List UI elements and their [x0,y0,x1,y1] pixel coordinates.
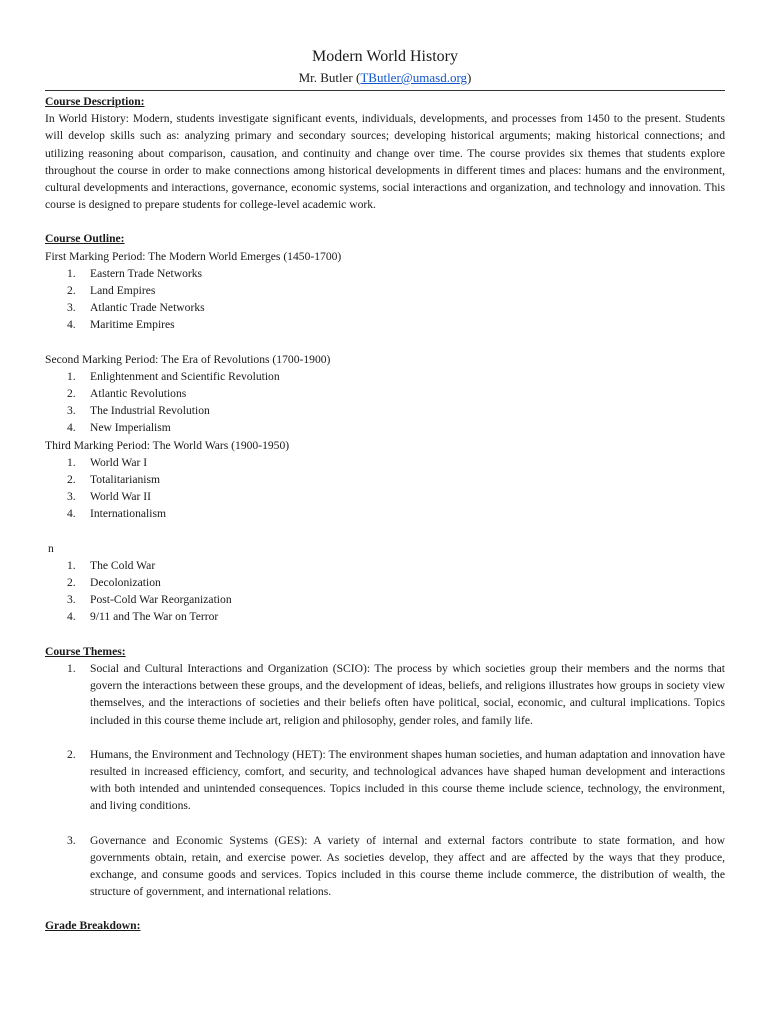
period-title: Third Marking Period: The World Wars (1900-1950) [45,438,290,452]
author-prefix: Mr. Butler ( [298,70,361,85]
list-item [45,299,725,316]
list-item-text: The Industrial Revolution [90,404,210,418]
list-number: 4. [67,507,76,521]
themes-list [45,660,725,900]
list-number: 1. [67,661,76,675]
period-list [45,368,725,437]
list-item-text: New Imperialism [90,421,171,435]
list-item [45,591,725,608]
list-number: 3. [67,593,76,607]
period-list [45,265,725,334]
list-item-text: Internationalism [90,507,166,521]
list-number: 3. [67,404,76,418]
grades-heading: Grade Breakdown: [45,919,141,933]
list-number: 1. [67,558,76,572]
period-title: First Marking Period: The Modern World Emerges (1450-1700) [45,249,342,263]
period-list [45,557,725,626]
document-page [45,46,725,935]
list-number: 4. [67,610,76,624]
list-item [45,419,725,436]
theme-item [45,832,725,901]
themes-heading: Course Themes: [45,644,126,658]
list-item [45,265,725,282]
period-list [45,454,725,523]
list-number: 3. [67,490,76,504]
description-text: In World History: Modern, students investigate significant events, individuals, developments, and processes from 1450 to the present. Students will develop skills such as: analyzing primary and secondary sources; developing historical arguments; making historical connections; and utilizing reasoning about comparison, causation, and continuity and change over time. The course provides six themes that students explore throughout the course in order to make connections among historical developments in different times and places: humans and the environment, cultural developments and interactions, governance, economic systems, social interactions and organization, and technology and innovation. This course is designed to prepare students for college-level academic work. [45,112,725,212]
list-item [45,505,725,522]
list-item [45,385,725,402]
list-number: 4. [67,318,76,332]
period-title: Second Marking Period: The Era of Revolutions (1700-1900) [45,352,331,366]
list-item [45,282,725,299]
list-number: 1. [67,369,76,383]
list-item-text: Post-Cold War Reorganization [90,593,232,607]
list-item-text: Totalitarianism [90,473,161,487]
list-number: 1. [67,266,76,280]
list-number: 2. [67,387,76,401]
list-item-text: Maritime Empires [90,318,175,332]
list-number: 2. [67,284,76,298]
list-item-text: Enlightenment and Scientific Revolution [90,369,280,383]
document-title: Modern World History [312,48,458,65]
outline-heading: Course Outline: [45,232,125,246]
list-number: 1. [67,455,76,469]
list-number: 3. [67,301,76,315]
list-item-text: Decolonization [90,576,161,590]
list-item [45,574,725,591]
theme-text: Social and Cultural Interactions and Organization (SCIO): The process by which societies group their members and the norms that govern the interactions between these groups, and the development of ideas, beliefs, and religions illustrates how groups in society view themselves, and the interactions of societies and their beliefs often have political, social, economic, and cultural implications. Topics included in this course theme include art, religion and philosophy, gender roles, and family life. [90,661,725,727]
list-number: 2. [67,747,76,761]
theme-text: Humans, the Environment and Technology (HET): The environment shapes human societies, and human adaptation and innovation have resulted in increased efficiency, comfort, and security, and technological advances have shaped human development and interactions with both intended and unintended consequences. Topics included in this course theme include science, technology, the environment, and living conditions. [90,747,725,813]
list-item-text: 9/11 and The War on Terror [90,610,219,624]
list-item [45,557,725,574]
list-item-text: The Cold War [90,558,156,572]
list-item [45,368,725,385]
list-item-text: Atlantic Revolutions [90,387,187,401]
list-number: 3. [67,833,76,847]
list-number: 2. [67,576,76,590]
author-suffix: ) [467,70,472,85]
list-number: 2. [67,473,76,487]
list-item [45,316,725,333]
theme-item [45,660,725,729]
list-item [45,471,725,488]
theme-item [45,746,725,815]
list-item [45,608,725,625]
list-item-text: World War II [90,490,152,504]
theme-text: Governance and Economic Systems (GES): A variety of internal and external factors contribute to state formation, and how governments obtain, retain, and exercise power. As societies develop, they affect and are affected by the ways that they produce, exchange, and consume goods and services. Topics included in this course theme include commerce, the distribution of wealth, the structure of government, and international relations. [90,833,725,899]
horizontal-rule [45,90,725,91]
list-number: 4. [67,421,76,435]
list-item-text: Eastern Trade Networks [90,266,203,280]
author-email-link[interactable]: TButler@umasd.org [360,70,468,85]
author-line [45,68,725,88]
list-item-text: Atlantic Trade Networks [90,301,205,315]
list-item-text: Land Empires [90,284,156,298]
list-item [45,402,725,419]
list-item [45,488,725,505]
description-heading: Course Description: [45,95,145,108]
period-title: n [48,541,54,555]
list-item-text: World War I [90,455,148,469]
list-item [45,454,725,471]
